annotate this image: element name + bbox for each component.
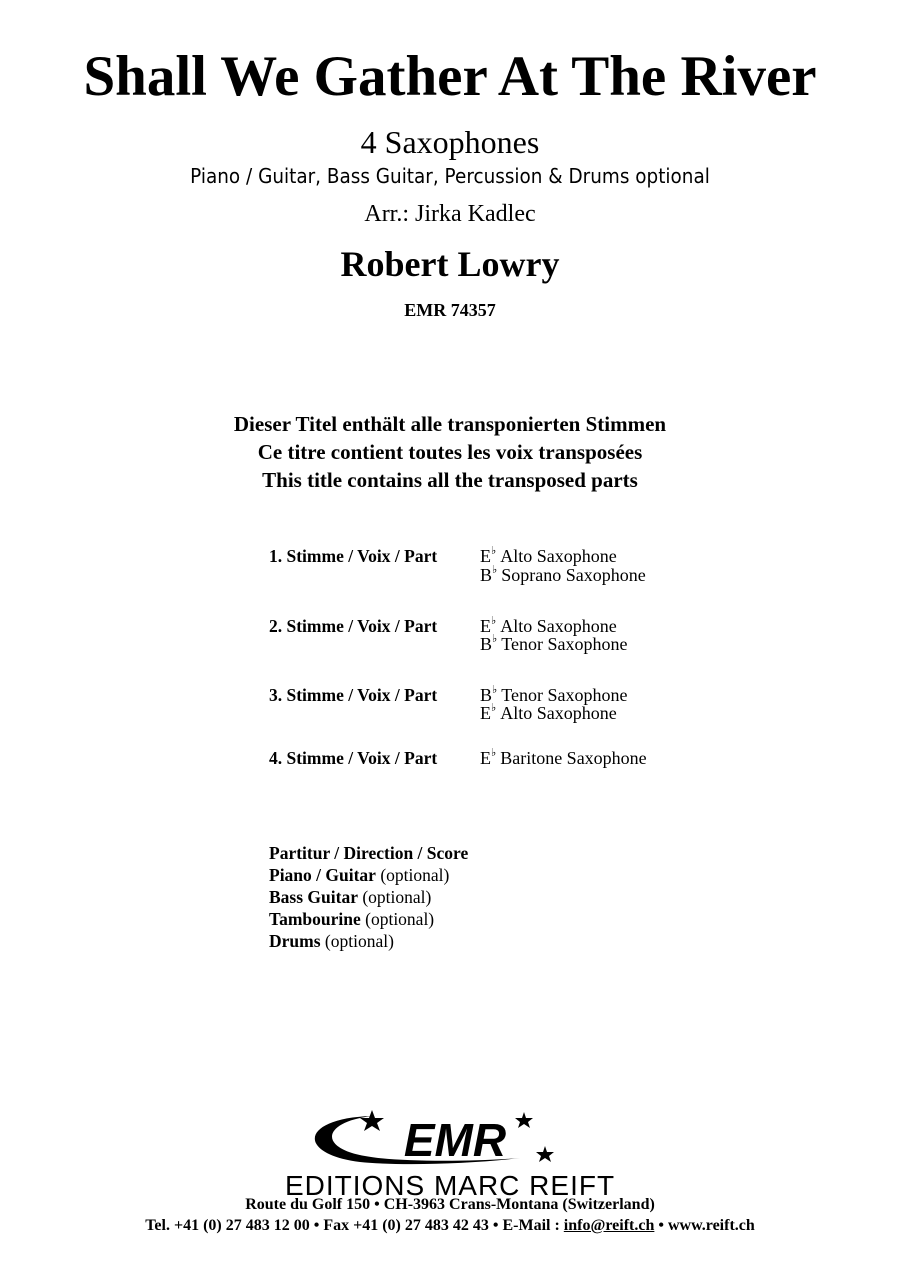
notice-french: Ce titre contient toutes les voix transposées	[257, 440, 643, 464]
part-label: 2. Stimme / Voix / Part	[269, 616, 438, 636]
extra-part-note: (optional)	[365, 909, 435, 929]
key-letter: B	[480, 565, 493, 585]
instrument-name: Alto Saxophone	[500, 703, 617, 723]
part-label: 4. Stimme / Voix / Part	[269, 748, 438, 768]
part-instrument	[480, 703, 617, 724]
key-letter: E	[480, 703, 491, 723]
part-label: 3. Stimme / Voix / Part	[269, 685, 438, 705]
instrument-name: Soprano Saxophone	[501, 565, 646, 585]
flat-symbol: ♭	[491, 702, 497, 714]
extra-part-name: Tambourine	[269, 909, 361, 929]
instrumentation-note: Piano / Guitar, Bass Guitar, Percussion & Drums optional	[190, 164, 710, 188]
contact-website: • www.reift.ch	[654, 1217, 755, 1234]
extra-part-tambourine	[269, 909, 434, 930]
logo-text: EMR	[403, 1114, 507, 1166]
part-instrument	[480, 634, 627, 655]
star-icon	[360, 1110, 384, 1131]
key-letter: E	[480, 748, 491, 768]
extra-part-note: (optional)	[324, 931, 394, 951]
arranger: Arr.: Jirka Kadlec	[364, 201, 536, 227]
key-letter: B	[480, 634, 493, 654]
star-icon	[515, 1112, 533, 1128]
instrument-name: Baritone Saxophone	[500, 748, 647, 768]
part-instrument	[480, 565, 646, 586]
star-icon	[536, 1146, 554, 1162]
extra-part-score	[269, 843, 468, 864]
notice-german: Dieser Titel enthält alle transponierten Stimmen	[233, 412, 667, 436]
email-link[interactable]: info@reift.ch	[563, 1217, 655, 1234]
extra-part-note: (optional)	[362, 887, 432, 907]
extra-part-name: Drums	[269, 931, 321, 951]
extra-part-name: Partitur / Direction / Score	[269, 843, 469, 863]
catalog-number: EMR 74357	[404, 300, 496, 320]
instrument-name: Tenor Saxophone	[501, 685, 628, 705]
instrument-name: Alto Saxophone	[500, 546, 617, 566]
flat-symbol: ♭	[492, 684, 498, 696]
part-label: 1. Stimme / Voix / Part	[269, 546, 438, 566]
instrument-name: Tenor Saxophone	[501, 634, 628, 654]
key-letter: E	[480, 616, 491, 636]
flat-symbol: ♭	[491, 747, 497, 759]
instrument-name: Alto Saxophone	[500, 616, 617, 636]
flat-symbol: ♭	[491, 615, 497, 627]
extra-part-piano-guitar	[269, 865, 449, 886]
publisher-contact	[0, 1217, 900, 1235]
part-instrument	[480, 546, 617, 567]
publisher-name: EDITIONS MARC REIFT	[284, 1170, 616, 1201]
key-letter: E	[480, 546, 491, 566]
key-letter: B	[480, 685, 493, 705]
extra-part-drums	[269, 931, 394, 952]
publisher-address: Route du Golf 150 • CH-3963 Crans-Montana (Switzerland)	[245, 1196, 655, 1213]
contact-phone-fax: Tel. +41 (0) 27 483 12 00 • Fax +41 (0) 27 483 42 43 • E-Mail :	[145, 1217, 564, 1234]
extra-part-name: Bass Guitar	[269, 887, 358, 907]
flat-symbol: ♭	[492, 633, 498, 645]
part-instrument	[480, 748, 647, 769]
composer: Robert Lowry	[340, 244, 560, 284]
notice-english: This title contains all the transposed parts	[262, 468, 638, 492]
subtitle: 4 Saxophones	[360, 124, 540, 160]
extra-part-note: (optional)	[380, 865, 450, 885]
page-title: Shall We Gather At The River	[83, 45, 817, 108]
flat-symbol: ♭	[492, 564, 498, 576]
flat-symbol: ♭	[491, 545, 497, 557]
extra-part-name: Piano / Guitar	[269, 865, 376, 885]
extra-part-bass-guitar	[269, 887, 431, 908]
